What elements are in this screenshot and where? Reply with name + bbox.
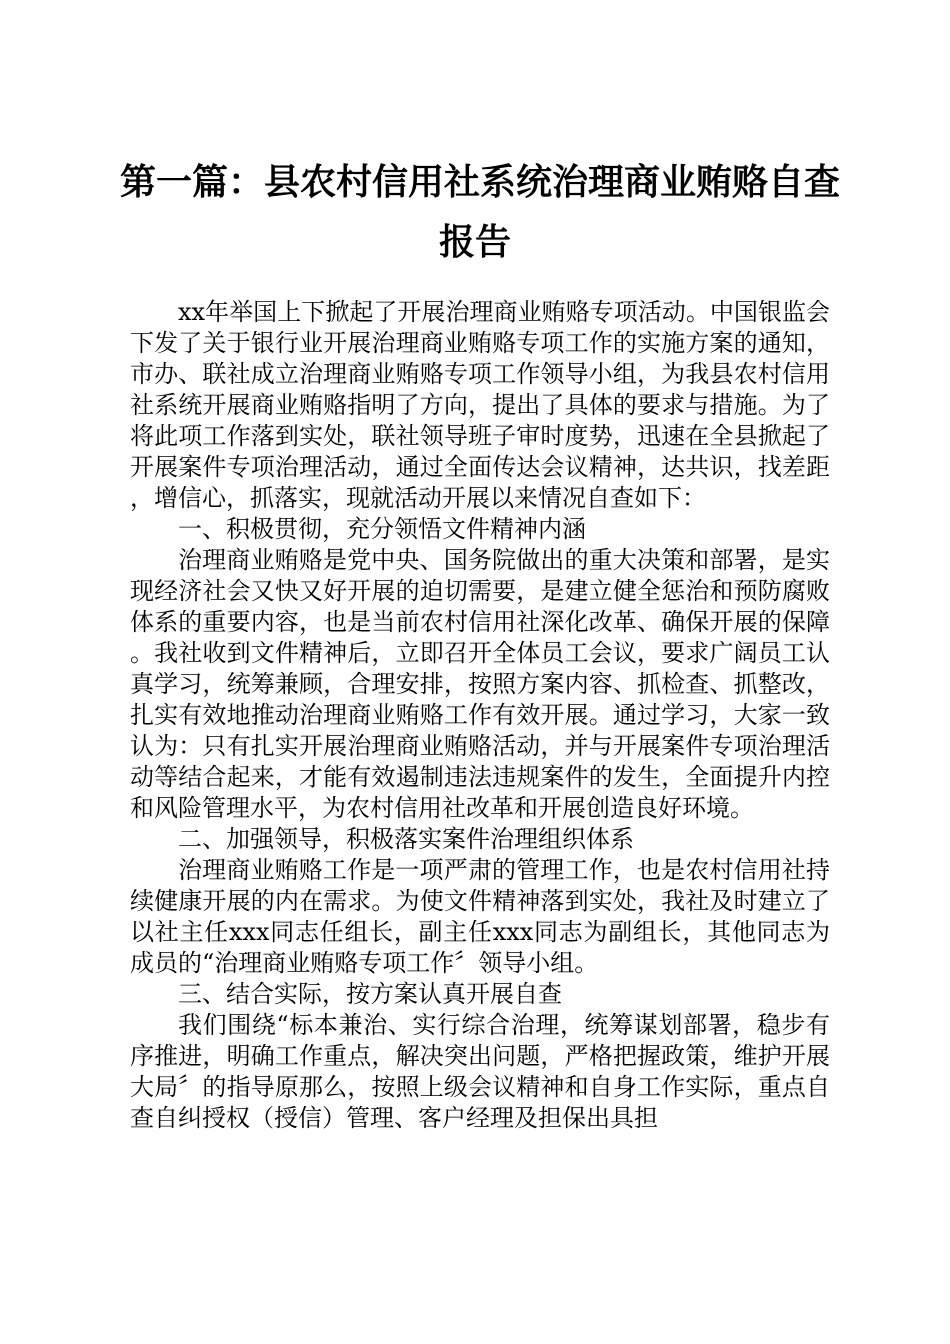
document-body bbox=[130, 297, 830, 1134]
section-heading-3: 三、结合实际，按方案认真开展自查 bbox=[178, 980, 562, 1008]
section-heading-1: 一、积极贯彻，充分领悟文件精神内涵 bbox=[178, 515, 586, 543]
section-2-paragraph: 治理商业贿赂工作是一项严肃的管理工作，也是农村信用社持续健康开展的内在需求。为使文件精神落到实处，我社及时建立了以社主任xxx同志任组长，副主任xxx同志为副组长，其他同志为成员的“治理商业贿赂专项工作〞领导小组。 bbox=[130, 856, 830, 977]
document-title-line-1: 第一篇：县农村信用社系统治理商业贿赂自查 bbox=[120, 161, 841, 203]
intro-paragraph: xx年举国上下掀起了开展治理商业贿赂专项活动。中国银监会下发了关于银行业开展治理商业贿赂专项工作的实施方案的通知，市办、联社成立治理商业贿赂专项工作领导小组，为我县农村信用社系统开展商业贿赂指明了方向，提出了具体的要求与措施。为了将此项工作落到实处，联社领导班子审时度势，迅速在全县掀起了开展案件专项治理活动，通过全面传达会议精神，达共识，找差距，增信心，抓落实，现就活动开展以来情况自查如下： bbox=[130, 298, 830, 512]
section-1-paragraph: 治理商业贿赂是党中央、国务院做出的重大决策和部署，是实现经济社会又快又好开展的迫切需要，是建立健全惩治和预防腐败体系的重要内容，也是当前农村信用社深化改革、确保开展的保障。我社收到文件精神后，立即召开全体员工会议，要求广阔员工认真学习，统筹兼顾，合理安排，按照方案内容、抓检查、抓整改，扎实有效地推动治理商业贿赂工作有效开展。通过学习，大家一致认为：只有扎实开展治理商业贿赂活动，并与开展案件专项治理活动等结合起来，才能有效遏制违法违规案件的发生，全面提升内控和风险管理水平，为农村信用社改革和开展创造良好环境。 bbox=[130, 546, 830, 822]
section-3-paragraph: 我们围绕“标本兼治、实行综合治理，统筹谋划部署，稳步有序推进，明确工作重点，解决突出问题，严格把握政策，维护开展大局〞的指导原那么，按照上级会议精神和自身工作实际，重点自查自纠授权（授信）管理、客户经理及担保出具担 bbox=[130, 1011, 830, 1132]
document-title-line-2: 报告 bbox=[438, 221, 511, 263]
section-heading-2: 二、加强领导，积极落实案件治理组织体系 bbox=[178, 825, 634, 853]
